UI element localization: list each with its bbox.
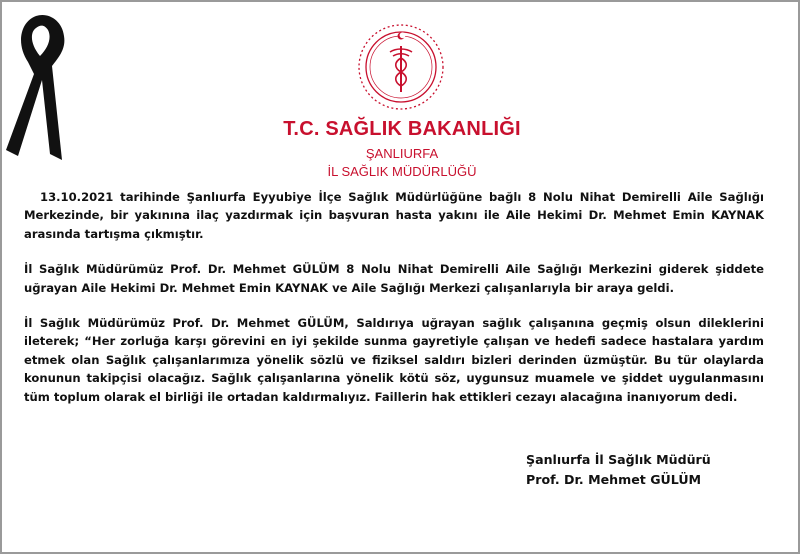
signature-block xyxy=(526,450,711,490)
paragraph-incident: 13.10.2021 tarihinde Şanlıurfa Eyyubiye İlçe Sağlık Müdürlüğüne bağlı 8 Nolu Nihat Demirelli Aile Sağlığı Merkezinde, bir yakınına ilaç yazdırmak için başvuran hasta yakını ile Aile Hekimi Dr. Mehmet Emin KAYNAK arasında tartışma çıkmıştır. xyxy=(24,190,764,241)
signature-title: Şanlıurfa İl Sağlık Müdürü xyxy=(526,452,711,467)
press-release-page xyxy=(2,2,798,552)
ministry-name: T.C. SAĞLIK BAKANLIĞI xyxy=(283,118,521,140)
ministry-header xyxy=(272,118,532,179)
paragraph-visit: İl Sağlık Müdürümüz Prof. Dr. Mehmet GÜLÜM 8 Nolu Nihat Demirelli Aile Sağlığı Merkezini giderek şiddete uğrayan Aile Hekimi Dr. Mehmet Emin KAYNAK ve Aile Sağlığı Merkezi çalışanlarıyla bir araya geldi. xyxy=(24,262,764,295)
press-release-body xyxy=(24,188,764,423)
directorate-name: İL SAĞLIK MÜDÜRLÜĞÜ xyxy=(327,164,477,179)
signature-name: Prof. Dr. Mehmet GÜLÜM xyxy=(526,472,702,487)
paragraph-statement: İl Sağlık Müdürümüz Prof. Dr. Mehmet GÜLÜM, Saldırıya uğrayan sağlık çalışanına geçmiş olsun dileklerini ileterek; “Her zorluğa karşı görevini en iyi şekilde sunma gayretiyle çalışan ve hedefi sadece hastalara yardım etmek olan Sağlık çalışanlarımıza yönelik sözlü ve fiziksel saldırı bizleri derinden üzmüştür. Bu tür olaylarda konunun takipçisi olacağız. Sağlık çalışanlarına yönelik kötü söz, uygunsuz muamele ve şiddet uygulanmasını tüm toplum olarak el birliği ile ortadan kaldırmalıyız. Faillerin hak ettikleri cezayı alacağına inanıyorum dedi. xyxy=(24,316,764,404)
black-mourning-ribbon-icon xyxy=(6,10,72,166)
health-ministry-caduceus-logo-icon xyxy=(356,22,446,112)
city-name: ŞANLIURFA xyxy=(365,146,439,161)
